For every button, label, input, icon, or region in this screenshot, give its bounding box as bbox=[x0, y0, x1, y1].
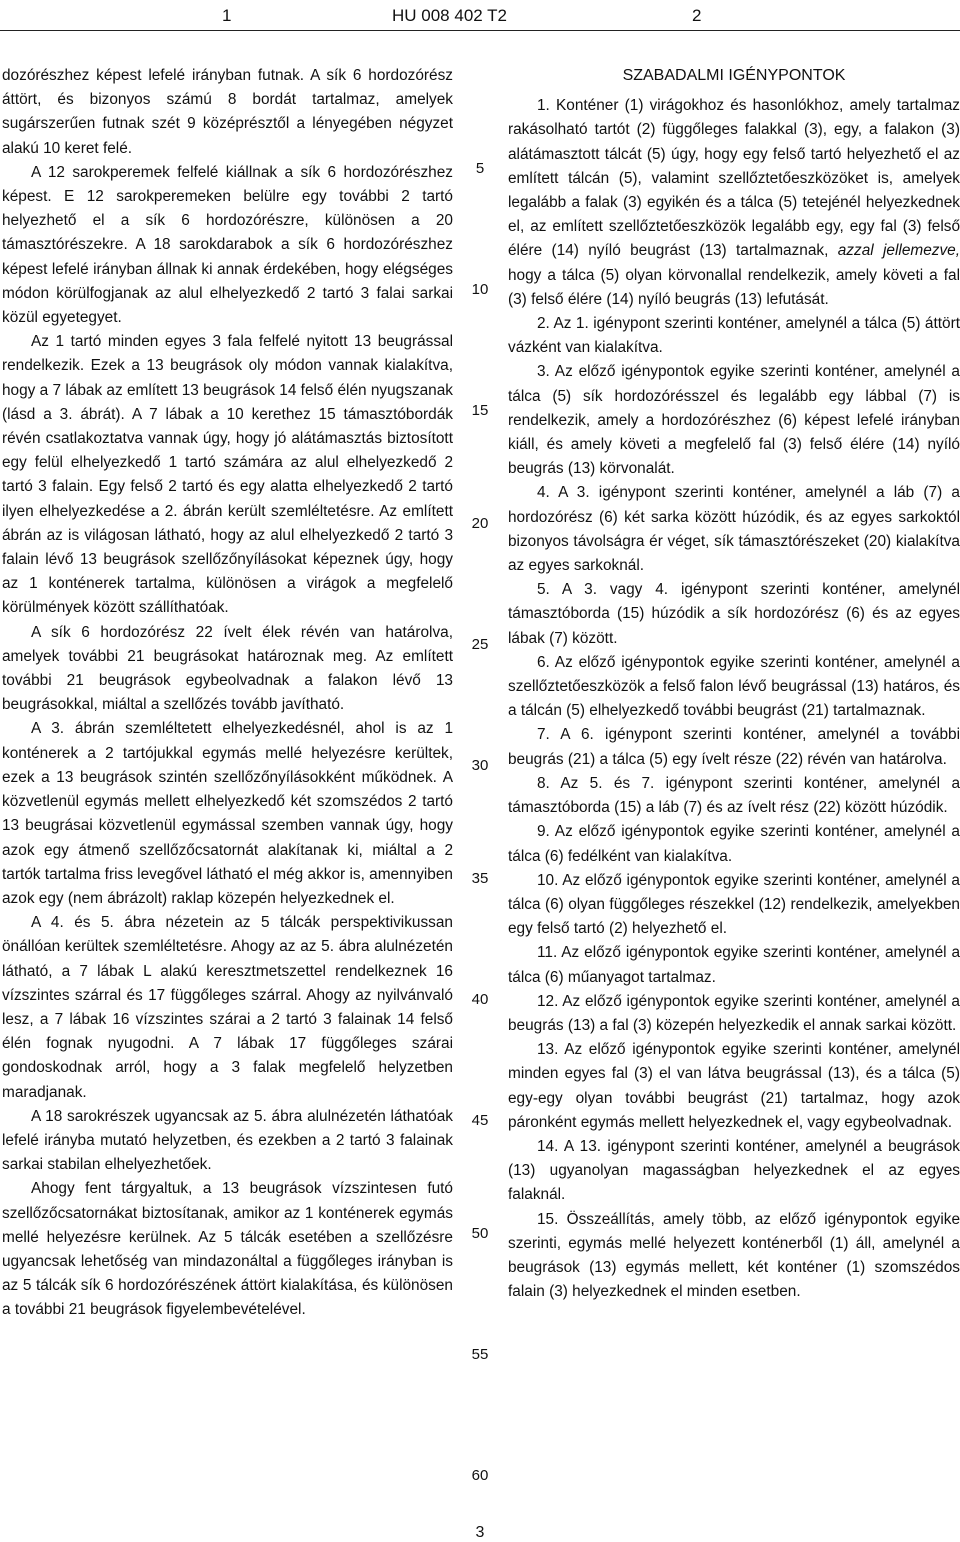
line-number: 60 bbox=[471, 1467, 489, 1484]
page-footer-number: 3 bbox=[475, 1524, 485, 1541]
description-paragraph: A 3. ábrán szemléltetett elhelyezkedésnél, ahol is az 1 konténerek a 2 tartójukkal egymás mellé helyezésre kerültek, ezek a 13 beugrások szintén szellőzőnyílásokként működnek. A közvetlenül egymás mellett elhelyezkedő két szomszédos 2 tartó 13 beugrásai közvetlenül egymással szemben vannak úgy, hogy azok egy átmenő szellőzőcsatornát alakítanak ki, miáltal a 2 tartók tartalma friss levegővel látható el még akkor is, amennyiben azok egy (nem ábrázolt) raklap közepén helyezkednek el. bbox=[2, 720, 453, 907]
description-paragraph: Az 1 tartó minden egyes 3 fala felfelé nyitott 13 beugrással rendelkezik. Ezek a 13 beugrások oly módon vannak kialakítva, hogy a 7 lábak az említett 13 beugrások 14 felső élén nyugszanak (lásd a 3. ábrát). A 7 lábak a 10 kerethez 15 támasztóbordák révén csatlakoztatva vannak úgy, hogy jó alátámasztás biztosított egy felül elhelyezkedő 1 tartó számára az alul elhelyezkedő 2 tartó 3 falain. Egy felső 2 tartó és egy alatta elhelyezkedő 2 tartó ilyen elhelyezkedése a 2. ábrán került szemléltetésre. Az említett ábrán az is világosan látható, hogy az alul elhelyezkedő 2 tartó 3 falain lévő 13 beugrások szellőzőnyílásokat képeznek úgy, hogy az 1 konténerek tartalma, különösen a virágok a megfelelő körülmények között szállíthatóak. bbox=[2, 333, 453, 617]
claim-item: 2. Az 1. igénypont szerinti konténer, amelynél a tálca (5) áttört vázként van kialakítva. bbox=[508, 315, 960, 357]
description-paragraph: A 4. és 5. ábra nézetein az 5 tálcák perspektivikussan önállóan kerültek szemléltetésre. Ahogy az az 5. ábra alulnézetén látható, a 7 lábak L alakú keresztmetszettel rendelkeznek 16 vízszintes szárral és 17 függőleges szárral. Ahogy az nyilvánvaló lesz, a 7 lábak 16 vízszintes szárai a 2 tartó 3 falainak 14 felső élén fognak nyugodni. A 7 lábak 17 függőleges szárai gondoskodnak arról, hogy a 3 falak megfelelő helyzetben maradjanak. bbox=[2, 914, 453, 1101]
description-paragraph: dozórészhez képest lefelé irányban futnak. A sík 6 hordozórész áttört, és bizonyos számú 8 bordát tartalmaz, amelyek sugárszerűen futnak szét 9 középrésztől a lényegében négyzet alakú 10 keret felé. bbox=[2, 67, 453, 157]
claim-item: 9. Az előző igénypontok egyike szerinti konténer, amelynél a tálca (6) fedélként van kialakítva. bbox=[508, 823, 960, 865]
page-number-right: 2 bbox=[692, 6, 702, 25]
line-number: 20 bbox=[471, 515, 489, 532]
claim-item: 13. Az előző igénypontok egyike szerinti konténer, amelynél minden egyes fal (3) el van látva beugrással (13), és a tálca (5) egy-egy olyan további beugrást (21) tartalmaz, hogy azok páronként egymás mellett helyezkednek el, vagy egybeolvadnak. bbox=[508, 1041, 960, 1131]
line-number: 35 bbox=[471, 870, 489, 887]
claim-item bbox=[508, 94, 960, 312]
line-number: 30 bbox=[471, 757, 489, 774]
line-number: 10 bbox=[471, 281, 489, 298]
claim-item: 3. Az előző igénypontok egyike szerinti konténer, amelynél a tálca (5) sík hordozórésszel és legalább egy lábbal (7) is rendelkezik, amely a hordozórészhez (6) képest lefelé irányban kiáll, és amely követi a megfelelő fal (3) felső élére (14) nyíló beugrás (13) körvonalát. bbox=[508, 363, 960, 478]
document-number: HU 008 402 T2 bbox=[392, 6, 507, 25]
claim-text: hogy a tálca (5) olyan körvonallal rendelkezik, amely követi a fal (3) felső élére (14) nyíló beugrás (13) lefutását. bbox=[508, 266, 960, 308]
claim-text: 1. Konténer (1) virágokhoz és hasonlókhoz, amely tartalmaz rakásolható tartót (2) függőleges falakkal (3), egy, a falakon (3) alátámasztott tálcát (5) úgy, hogy egy felső tartó helyezhető el az említett tálcán (5), valamint szellőztetőeszközöket is, amelyek legalább a falak (3) egyikén és a tálca (5) tetejénél helyezkednek el, az említett szellőztetőeszközök legalább egy, egy fal (3) felső élére (14) nyíló beugrást (13) tartalmaznak, bbox=[508, 97, 960, 260]
claim-item: 5. A 3. vagy 4. igénypont szerinti konténer, amelynél támasztóborda (15) húzódik a sík hordozórész (6) és az egyes lábak (7) között. bbox=[508, 581, 960, 647]
claim-item: 10. Az előző igénypontok egyike szerinti konténer, amelynél a tálca (6) olyan függőleges részekkel (12) rendelkezik, amelyekben egy felső tartó (2) helyezhető el. bbox=[508, 871, 960, 938]
claim-item: 15. Összeállítás, amely több, az előző igénypontok egyike szerinti, egymás mellé helyezett konténerből (1) áll, amelynél a beugrások (13) egymás mellett, két konténer (1) szomszédos falain (3) helyezkednek el minden esetben. bbox=[508, 1210, 960, 1301]
line-number: 25 bbox=[471, 636, 489, 653]
line-number: 45 bbox=[471, 1112, 489, 1129]
claim-item: 11. Az előző igénypontok egyike szerinti konténer, amelynél a tálca (6) műanyagot tartalmaz. bbox=[508, 944, 960, 986]
claim-characterizing-phrase: azzal jellemezve, bbox=[837, 242, 960, 260]
line-number: 50 bbox=[471, 1225, 489, 1242]
description-paragraph: A 12 sarokperemek felfelé kiállnak a sík 6 hordozórészhez képest. E 12 sarokperemeken belülre egy további 2 tartó helyezhető el a sík 6 hordozórészre, különösen a 20 támasztórészekre. A 18 sarokdarabok a sík 6 hordozórészhez képest lefelé irányban állnak ki annak érdekében, hogy elégséges módon körülfogjanak az alul elhelyezkedő 2 tartó 3 falai sarkai közül egyetegyet. bbox=[2, 163, 453, 327]
page-header bbox=[0, 0, 960, 30]
line-number: 15 bbox=[471, 402, 489, 419]
header-divider bbox=[0, 30, 960, 31]
line-number: 40 bbox=[471, 991, 489, 1008]
claim-item: 12. Az előző igénypontok egyike szerinti konténer, amelynél a beugrás (13) a fal (3) közepén helyezkedik el annak sarkai között. bbox=[508, 992, 960, 1034]
page-number-left: 1 bbox=[222, 6, 232, 25]
description-paragraph: A sík 6 hordozórész 22 ívelt élek révén van határolva, amelyek további 21 beugrásokat határoznak meg. Az említett további 21 beugrások egybeolvadnak a falakon lévő 13 beugrásokkal, miáltal a szellőzés tovább javítható. bbox=[2, 623, 453, 714]
claim-item: 6. Az előző igénypontok egyike szerinti konténer, amelynél a szellőztetőeszközök a felső falon lévő beugrással (13) határos, és a tálcán (5) elhelyezkedő további beugrást (21) tartalmaznak. bbox=[508, 653, 960, 720]
claim-item: 7. A 6. igénypont szerinti konténer, amelynél a további beugrás (21) a tálca (5) egy ívelt része (22) révén van határolva. bbox=[508, 726, 960, 768]
description-paragraph: Ahogy fent tárgyaltuk, a 13 beugrások vízszintesen futó szellőzőcsatornákat biztosítanak, amikor az 1 konténerek egymás mellé helyezésre kerülnek. Az 5 tálcák esetében a szellőzésre ugyancsak lehetőség van mindazonáltal a függőleges irányban is az 5 tálcák sík 6 hordozórészének áttört kialakítása, és különösen a további 21 beugrások figyelembevételével. bbox=[2, 1180, 453, 1319]
claim-item: 4. A 3. igénypont szerinti konténer, amelynél a láb (7) a hordozórész (6) két sarka között húzódik, és az egyes sarkoktól bizonyos távolságra ér véget, sík támasztórészeket (20) kialakítva az egyes sarkoknál. bbox=[508, 484, 960, 575]
description-column bbox=[2, 64, 453, 1323]
claims-title: SZABADALMI IGÉNYPONTOK bbox=[622, 67, 846, 84]
description-paragraph: A 18 sarokrészek ugyancsak az 5. ábra alulnézetén láthatóak lefelé irányba mutató helyzetben, és ezekben a 2 tartó 3 falainak sarkai stabilan elhelyezhetőek. bbox=[2, 1107, 453, 1174]
line-number: 5 bbox=[475, 160, 485, 177]
claim-item: 14. A 13. igénypont szerinti konténer, amelynél a beugrások (13) ugyanolyan magasságban helyezkednek el az egyes falaknál. bbox=[508, 1137, 960, 1204]
line-number: 55 bbox=[471, 1346, 489, 1363]
claims-column bbox=[508, 64, 960, 1304]
claim-item: 8. Az 5. és 7. igénypont szerinti konténer, amelynél a támasztóborda (15) a láb (7) és az ívelt rész (22) között húzódik. bbox=[508, 774, 960, 817]
